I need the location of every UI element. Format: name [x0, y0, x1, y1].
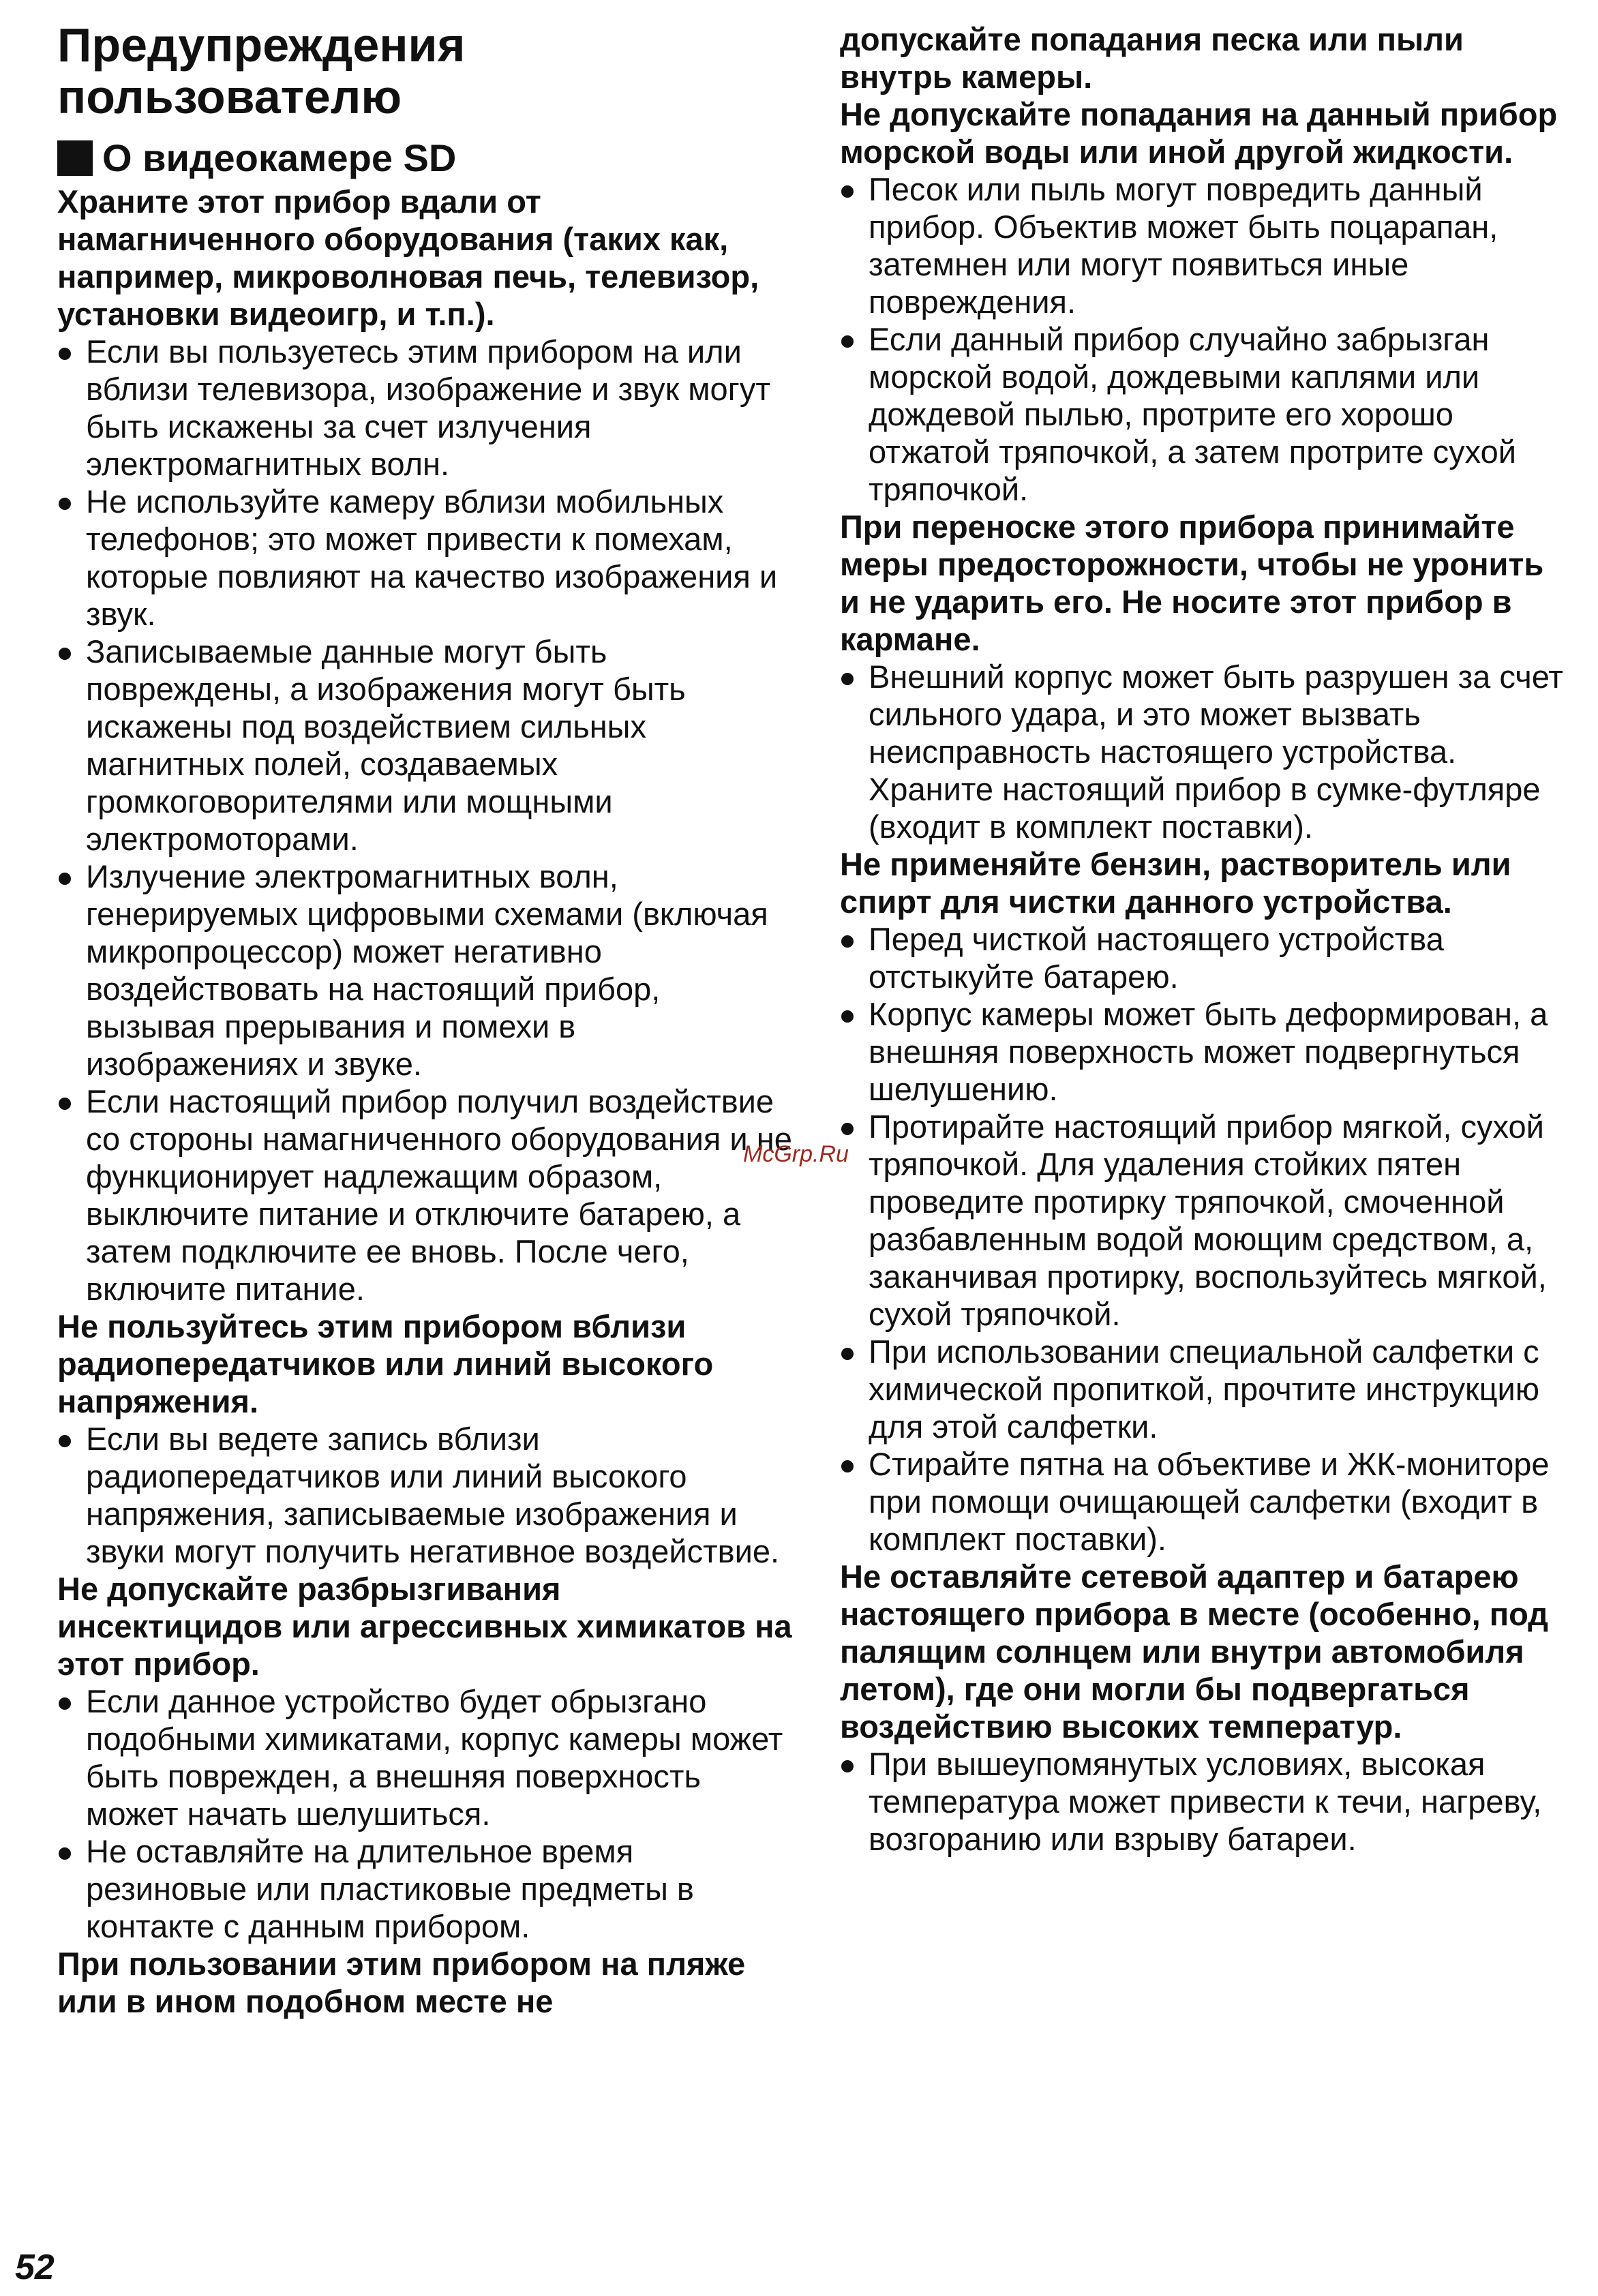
list-item-text: Корпус камеры может быть деформирован, а внешняя поверхность может подвергнуться шелушению.	[869, 996, 1548, 1107]
list-item	[840, 1333, 1569, 1445]
warning-heading: Не применяйте бензин, растворитель или спирт для чистки данного устройства.	[840, 846, 1511, 920]
page-title: Предупреждения пользователю	[57, 18, 466, 123]
warning-heading: Не оставляйте сетевой адаптер и батарею настоящего прибора в месте (особенно, под палящим солнцем или внутри автомобиля летом), где они могли бы подвергаться воздействию высоких температур.	[840, 1558, 1549, 1744]
bullet-icon	[841, 1460, 854, 1472]
warning-block	[840, 95, 1569, 508]
list-item-text: Перед чисткой настоящего устройства отстыкуйте батарею.	[869, 921, 1444, 995]
bullet-icon	[59, 648, 71, 660]
bullet-icon	[59, 498, 71, 510]
list-item	[57, 1420, 794, 1570]
bullet-icon	[841, 1123, 854, 1135]
bullet-icon	[59, 873, 71, 885]
list-item	[840, 1108, 1569, 1333]
list-item	[57, 1832, 794, 1945]
page-number: 52	[15, 2248, 55, 2287]
bullet-list	[57, 1420, 794, 1570]
warning-block	[840, 20, 1569, 95]
list-item-text: Не используйте камеру вблизи мобильных телефонов; это может привести к помехам, которые повлияют на качество изображения и звук.	[86, 483, 778, 632]
warning-block	[840, 845, 1569, 1558]
list-item	[840, 658, 1569, 845]
bullet-list	[57, 333, 794, 1308]
bullet-list	[57, 1682, 794, 1945]
bullet-icon	[59, 1435, 71, 1447]
bullet-icon	[841, 1010, 854, 1023]
list-item-text: Не оставляйте на длительное время резиновые или пластиковые предметы в контакте с данным прибором.	[86, 1833, 694, 1944]
warning-block	[57, 1945, 794, 2020]
list-item	[840, 1745, 1569, 1858]
bullet-list	[840, 920, 1569, 1558]
warning-heading: Не пользуйтесь этим прибором вблизи радиопередатчиков или линий высокого напряжения.	[57, 1308, 714, 1419]
list-item-text: При использовании специальной салфетки с химической пропиткой, прочтите инструкцию для этой салфетки.	[869, 1333, 1540, 1445]
bullet-icon	[59, 348, 71, 360]
warning-block	[840, 1558, 1569, 1858]
warning-block	[57, 183, 794, 1308]
list-item-text: Протирайте настоящий прибор мягкой, сухой тряпочкой. Для удаления стойких пятен проведите протирку тряпочкой, смоченной разбавленным водой моющим средством, а, заканчивая протирку, воспользуйтесь мягкой, сухой тряпочкой.	[869, 1108, 1547, 1332]
warning-heading: При пользовании этим прибором на пляже или в ином подобном месте не	[57, 1946, 746, 2019]
list-item	[57, 333, 794, 483]
list-item	[840, 320, 1569, 508]
bullet-icon	[841, 1760, 854, 1772]
warning-block	[57, 1308, 794, 1570]
warning-heading: Храните этот прибор вдали от намагниченного оборудования (таких как, например, микроволновая печь, телевизор, установки видеоигр, и т.п.).	[57, 183, 759, 332]
list-item-text: Если вы пользуетесь этим прибором на или вблизи телевизора, изображение и звук могут быть искажены за счет излучения электромагнитных волн.	[86, 333, 770, 482]
warning-heading: Не допускайте разбрызгивания инсектицидов или агрессивных химикатов на этот прибор.	[57, 1571, 792, 1682]
list-item	[57, 1083, 794, 1308]
warning-block	[57, 1570, 794, 1945]
list-item-text: При вышеупомянутых условиях, высокая температура может привести к течи, нагреву, возгоранию или взрыву батареи.	[869, 1746, 1542, 1857]
bullet-icon	[841, 935, 854, 948]
bullet-icon	[841, 185, 854, 198]
bullet-icon	[841, 335, 854, 348]
bullet-icon	[59, 1847, 71, 1860]
bullet-list	[840, 1745, 1569, 1858]
warning-heading: При переноске этого прибора принимайте меры предосторожности, чтобы не уронить и не ударить его. Не носите этот прибор в кармане.	[840, 509, 1544, 657]
left-column	[57, 183, 794, 2020]
list-item-text: Записываемые данные могут быть повреждены, а изображения могут быть искажены под воздействием сильных магнитных полей, создаваемых громкоговорителями или мощными электромоторами.	[86, 633, 686, 857]
list-item	[57, 858, 794, 1083]
list-item-text: Внешний корпус может быть разрушен за счет сильного удара, и это может вызвать неисправность настоящего устройства. Храните настоящий прибор в сумке-футляре (входит в комплект поставки).	[869, 659, 1563, 845]
list-item-text: Излучение электромагнитных волн, генерируемых цифровыми схемами (включая микропроцессор) может негативно воздействовать на настоящий прибор, вызывая прерывания и помехи в изображениях и звуке.	[86, 858, 768, 1082]
bullet-icon	[841, 1348, 854, 1360]
list-item	[57, 633, 794, 858]
section-title	[57, 134, 456, 183]
list-item-text: Если вы ведете запись вблизи радиопередатчиков или линий высокого напряжения, записываемые изображения и звуки могут получить негативное воздействие.	[86, 1421, 780, 1569]
list-item	[57, 483, 794, 633]
list-item	[840, 920, 1569, 995]
warning-heading: допускайте попадания песка или пыли внутрь камеры.	[840, 21, 1464, 95]
bullet-icon	[841, 673, 854, 685]
list-item-text: Если настоящий прибор получил воздействие со стороны намагниченного оборудования и не функционирует надлежащим образом, выключите питание и отключите батарею, а затем подключите ее вновь. После чего, включите питание.	[86, 1083, 792, 1307]
warning-heading: Не допускайте попадания на данный прибор морской воды или иной другой жидкости.	[840, 96, 1558, 170]
warning-block	[840, 508, 1569, 845]
bullet-list	[840, 170, 1569, 508]
bullet-list	[840, 658, 1569, 845]
list-item-text: Если данное устройство будет обрызгано подобными химикатами, корпус камеры может быть поврежден, а внешняя поверхность может начать шелушиться.	[86, 1683, 783, 1832]
right-column	[840, 20, 1569, 1858]
bullet-icon	[59, 1098, 71, 1110]
list-item-text: Стирайте пятна на объективе и ЖК-мониторе при помощи очищающей салфетки (входит в комплект поставки).	[869, 1446, 1550, 1557]
watermark: McGrp.Ru	[743, 1141, 849, 1167]
section-title-text: О видеокамере SD	[102, 136, 457, 179]
bullet-icon	[59, 1697, 71, 1710]
list-item	[840, 170, 1569, 320]
section-square-icon	[57, 140, 93, 176]
list-item	[840, 1445, 1569, 1558]
list-item-text: Песок или пыль могут повредить данный прибор. Объектив может быть поцарапан, затемнен или могут появиться иные повреждения.	[869, 171, 1498, 320]
list-item-text: Если данный прибор случайно забрызган морской водой, дождевыми каплями или дождевой пылью, протрите его хорошо отжатой тряпочкой, а затем протрите сухой тряпочкой.	[869, 321, 1516, 507]
list-item	[840, 995, 1569, 1108]
list-item	[57, 1682, 794, 1832]
